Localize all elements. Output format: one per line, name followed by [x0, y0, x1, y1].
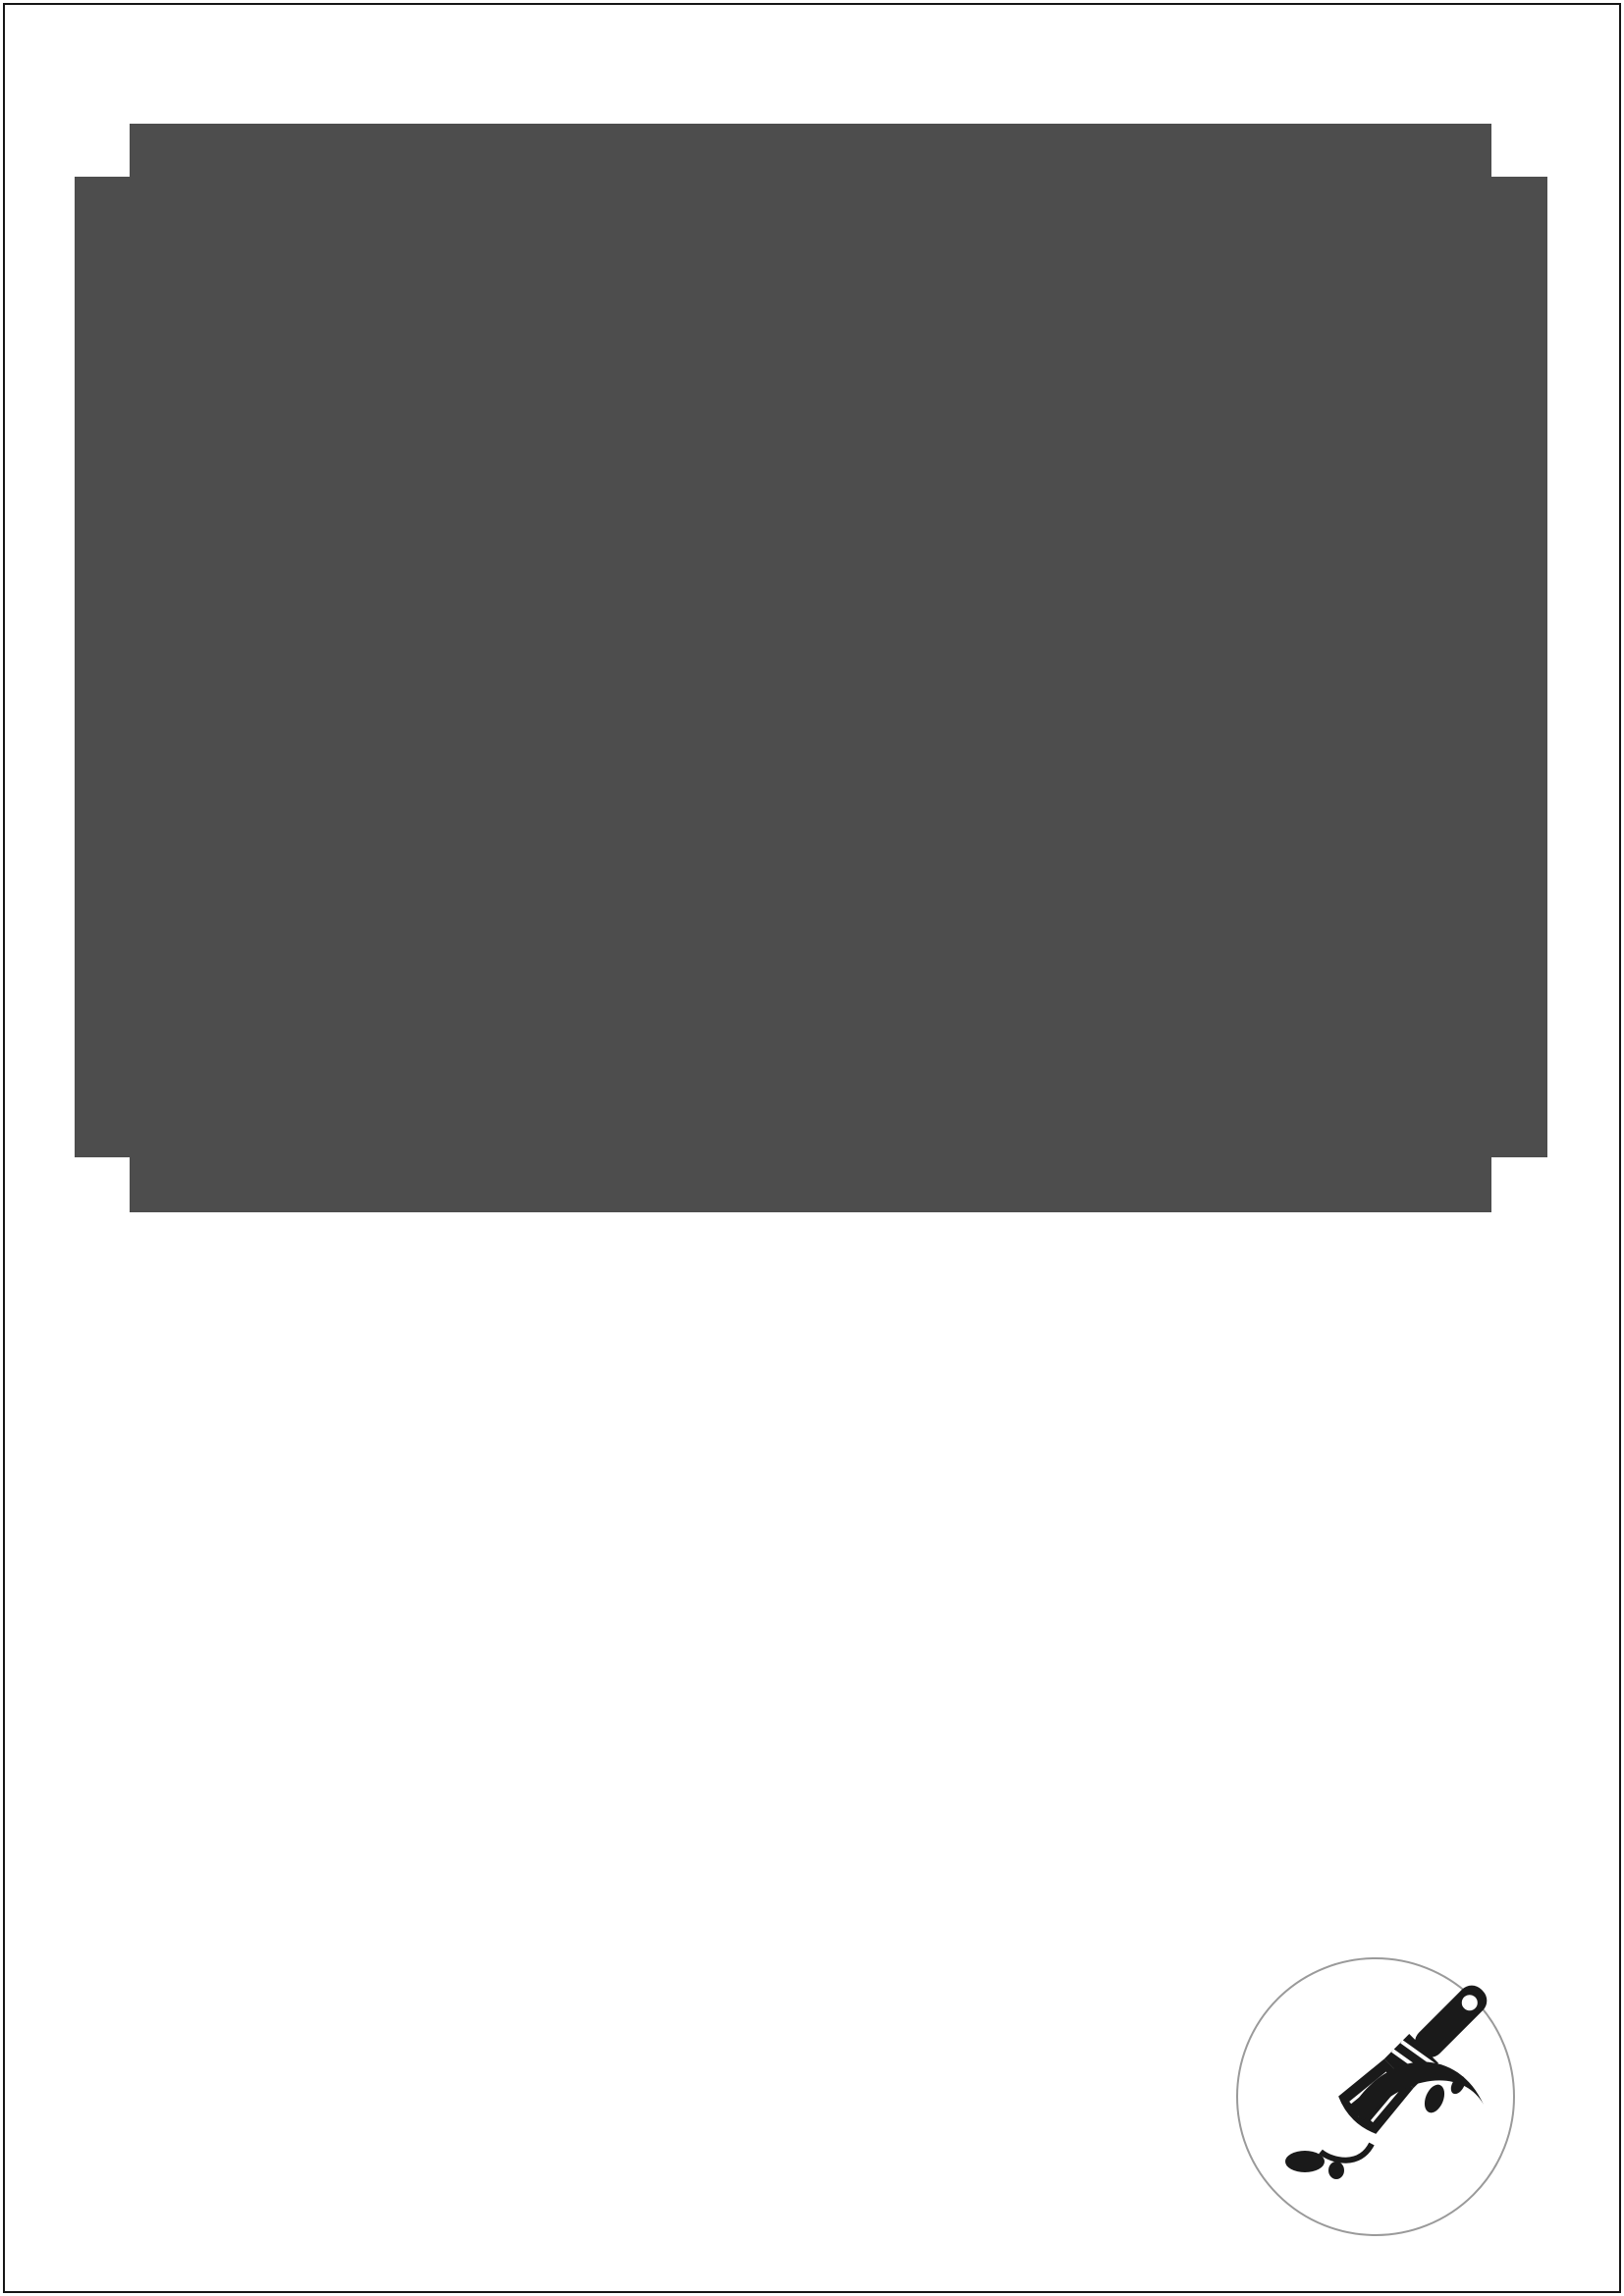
row-headers-left: [75, 177, 132, 1157]
column-headers-bottom: [130, 1155, 1491, 1212]
column-headers-top: [130, 124, 1491, 179]
row-headers-right: [1489, 177, 1547, 1157]
logo: [1234, 1955, 1517, 2238]
logo-graphic: [1234, 1955, 1517, 2238]
grid-cells: [130, 177, 1491, 1157]
